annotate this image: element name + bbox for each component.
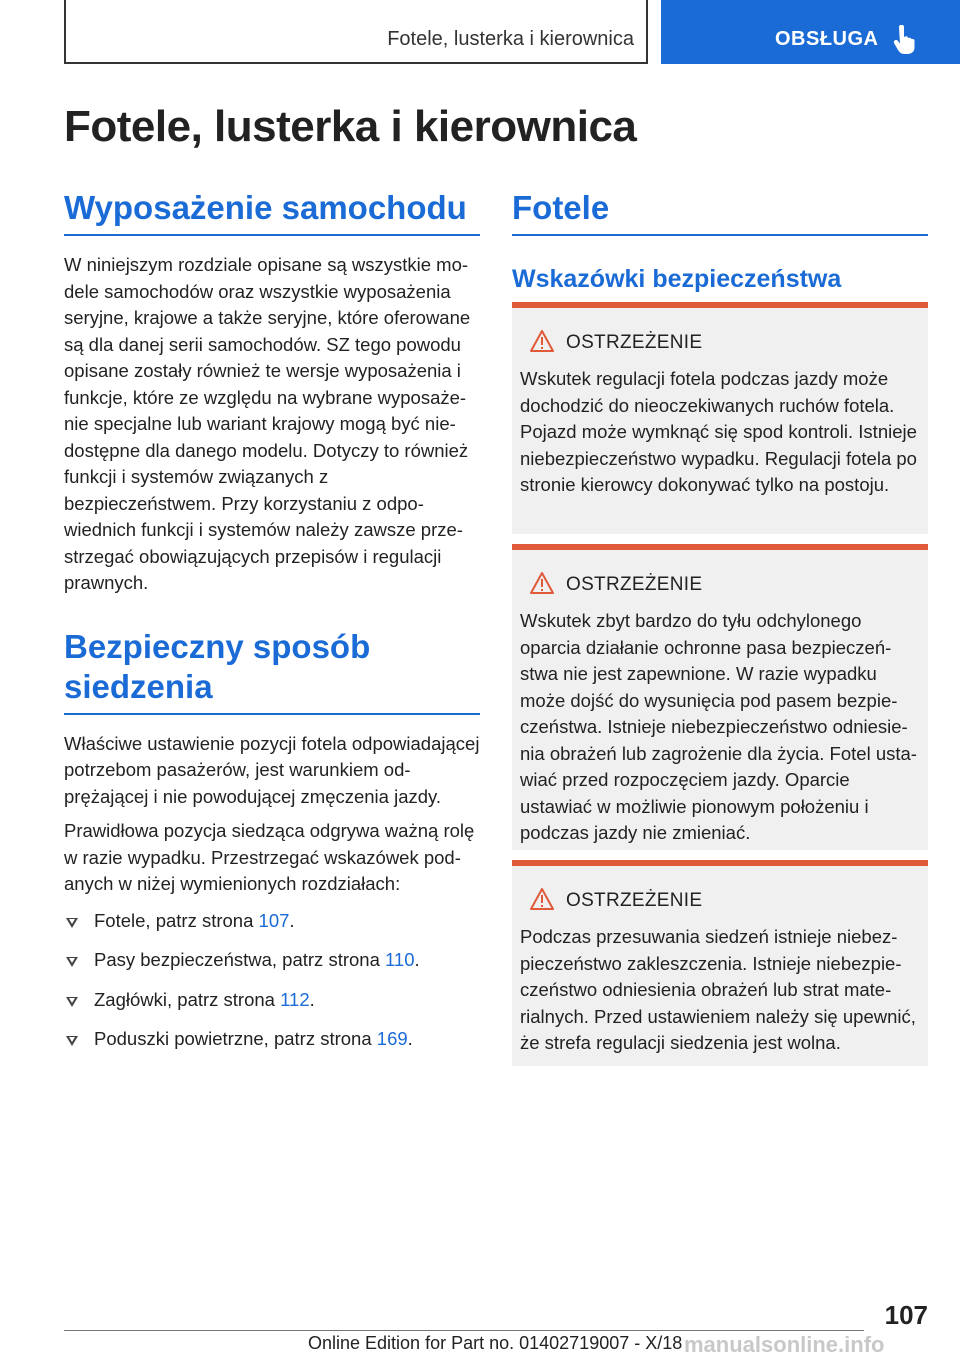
warning-triangle-icon [530,330,554,352]
section-heading-seating: Bezpieczny sposób siedzenia [64,627,480,715]
seating-paragraph-1: Właściwe ustawienie pozycji fotela odpowiadającej potrzebom pasażerów, jest warunkiem odprężającej i nie powodującej zmęczenia jazdy. [64,732,480,807]
hand-pointer-icon [891,25,917,55]
warning-label: OSTRZEŻENIE [566,332,703,353]
triangle-bullet-icon [66,957,78,967]
header-tab-label: OBSŁUGA [775,28,879,50]
header-section-title: Fotele, lusterka i kierownica [387,28,634,50]
left-column [64,188,480,1066]
footer-divider [64,1330,864,1331]
seating-paragraph-2: Prawidłowa pozycja siedząca odgrywa ważną rolę w razie wypadku. Przestrzegać wskazówek podanych w niżej wymienionych rozdziałach: [64,820,475,894]
warning-text: Wskutek zbyt bardzo do tyłu odchylonego oparcia działanie ochronne pasa bezpieczeństwa nie jest zapewnione. W razie wypadku może dojść do wysunięcia pod pasem bezpieczeństwa. Istnieje niebezpieczeństwo odniesienia obrażeń lub zagrożenie dla życia. Fotel ustawiać przed rozpoczęciem jazdy. Oparcie ustawiać w możliwie pionowym położeniu i podczas jazdy nie zmieniać. [520,610,917,843]
warning-box [512,860,928,1066]
warning-box [512,302,928,534]
header-section-box [64,0,648,64]
reference-list [64,908,480,1053]
page-number: 107 [884,1300,928,1330]
warning-label: OSTRZEŻENIE [566,574,703,595]
page-link[interactable]: 107 [258,909,290,931]
triangle-bullet-icon [66,918,78,928]
warning-text: Wskutek regulacji fotela podczas jazdy może dochodzić do nieoczekiwanych ruchów fotela. Pojazd może wymknąć się spod kontroli. Istnieje niebezpieczeństwo wypadku. Regulacji fotela po stronie kierowcy dokonywać tylko na postoju. [520,368,917,495]
warning-text: Podczas przesuwania siedzeń istnieje niebezpieczeństwo zakleszczenia. Istnieje niebezpieczeństwo odniesienia obrażeń lub strat materialnych. Przed ustawieniem należy się upewnić, że strefa regulacji siedzenia jest wolna. [520,926,916,1053]
warning-triangle-icon [530,572,554,594]
page-link[interactable]: 112 [280,988,310,1010]
triangle-bullet-icon [66,1036,78,1046]
page-link[interactable]: 110 [385,949,415,970]
list-item: Poduszki powietrzne, patrz strona 169. [64,1026,480,1053]
triangle-bullet-icon [66,997,78,1007]
section-heading-equipment: Wyposażenie samochodu [64,188,480,236]
page-link[interactable]: 169 [376,1028,408,1049]
list-item: Zagłówki, patrz strona 112. [64,987,480,1014]
equipment-paragraph: W niniejszym rozdziale opisane są wszystkie modele samochodów oraz wszystkie wyposażenia seryjne, krajowe a także seryjne, które oferowane są dla danej serii samochodów. SZ tego powodu opisane zostały również te wersje wyposażenia i funkcje, które ze względu na wybrane wyposażenie specjalne lub wariant krajowy mogą być niedostępne dla danego modelu. Dotyczy to również funkcji i systemów związanych z bezpieczeństwem. Przy korzystaniu z odpowiednich funkcji i systemów należy zawsze przestrzegać obowiązujących przepisów i regulacji prawnych. [64,254,471,593]
list-item: Pasy bezpieczeństwa, patrz strona 110. [64,947,480,974]
section-heading-seats: Fotele [512,188,928,236]
warning-box [512,544,928,850]
watermark: manualsonline.info [684,1332,885,1357]
warning-label: OSTRZEŻENIE [566,890,703,911]
warning-triangle-icon [530,888,554,910]
right-column [512,188,928,294]
edition-text: Online Edition for Part no. 01402719007 - X/18 [308,1333,683,1353]
header-tab[interactable] [661,0,960,64]
safety-subheading: Wskazówki bezpieczeństwa [512,265,842,293]
list-item: Fotele, patrz strona 107. [64,908,480,935]
page-title: Fotele, lusterka i kierownica [64,102,637,151]
